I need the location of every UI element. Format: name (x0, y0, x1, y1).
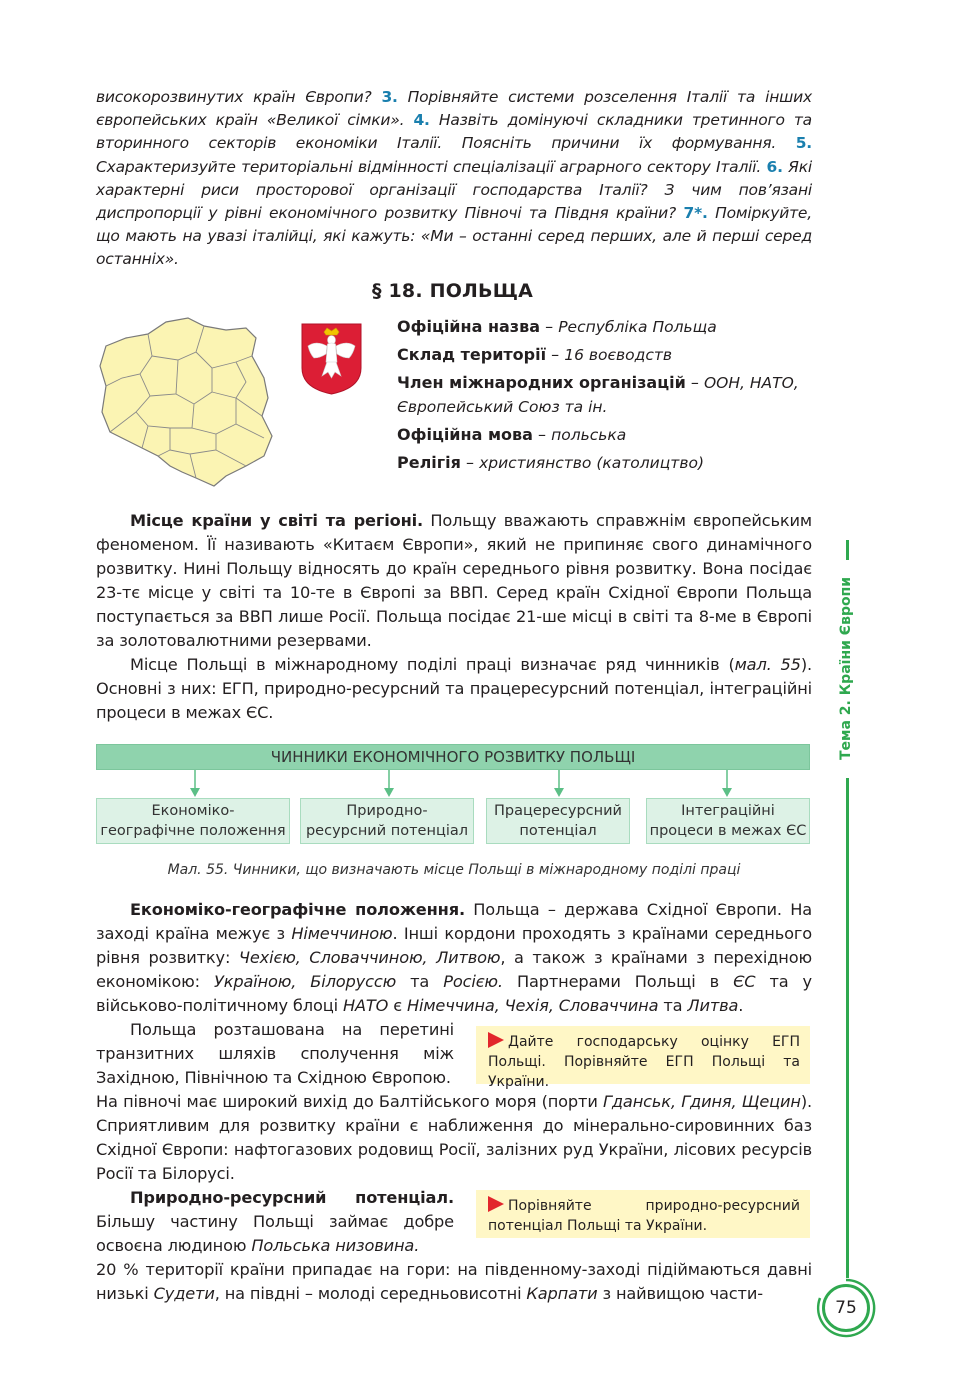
paragraph-text: . Інші кордони проходять з країнами середнього рівня розвитку: (96, 924, 812, 967)
country-name: Чехією, Словаччиною, Литвою (238, 948, 501, 967)
scheme-box-line: процеси в межах ЄС (649, 823, 807, 839)
side-tab-line (846, 540, 849, 560)
paragraph-egp (96, 898, 812, 1018)
question-text: Назвіть домінуючі складники третинного та вторинного секторів економіки Італії. Поясніть причини їх формування. (96, 111, 812, 153)
paragraph-division-of-labour (96, 653, 812, 725)
info-official-name (397, 315, 817, 339)
question-text: Поміркуйте, що мають на увазі італійці, які кажуть: «Ми – останні серед перших, але й перші серед останніх». (96, 204, 812, 269)
task-marker-icon (488, 1196, 504, 1212)
paragraph-resources-cont (96, 1258, 812, 1306)
paragraph-transit-start (96, 1018, 454, 1090)
task-marker-icon (488, 1032, 504, 1048)
paragraph-text: Польща розташована на перетині транзитних шляхів сполучення між Західною, Північною та Східною Європою. (96, 1020, 454, 1087)
paragraph-transit-cont (96, 1090, 812, 1186)
info-separator: – (532, 425, 552, 444)
scheme-box-line: Природно- (346, 803, 428, 819)
scheme-box-line: ресурсний потенціал (305, 823, 469, 839)
question-text: Схарактеризуйте територіальні відмінності спеціалізації аграрного сектору Італії. (96, 157, 767, 176)
country-name: Литва (687, 996, 739, 1015)
country-name: Україною, Білоруссю (214, 972, 397, 991)
review-questions (96, 86, 812, 272)
info-label: Офіційна назва (397, 317, 541, 336)
mountain-name: Карпати (526, 1284, 598, 1303)
paragraph-text: Місце Польщі в міжнародному поділі праці визначає ряд чинників ( (130, 655, 735, 674)
info-label: Член міжнародних організацій (397, 373, 686, 392)
side-tab-line (846, 778, 849, 1278)
scheme-box-integration (646, 798, 810, 844)
question-text: високорозвинутих країн Європи? (96, 88, 382, 106)
paragraph-text: На півночі має широкий вихід до Балтійського моря (порти (96, 1092, 604, 1111)
task-box-egp (476, 1026, 810, 1090)
arrow-down-icon (382, 770, 396, 798)
figure-reference: мал. 55 (734, 655, 801, 674)
poland-map (96, 316, 282, 491)
info-religion (397, 451, 817, 475)
info-value: християнство (католицтво) (479, 454, 704, 472)
page-number: 75 (822, 1284, 870, 1332)
arrow-down-icon (552, 770, 566, 798)
paragraph-place-in-world (96, 509, 812, 653)
info-label: Склад території (397, 345, 547, 364)
paragraph-text: ). Сприятливим для розвитку країни є наближення до мінерально-сировинних баз Східної Європи: нафтогазових родовищ Росії, залізних руд України, лісових ресурсів Росії та Білорусі. (96, 1092, 812, 1183)
info-separator: – (546, 345, 565, 364)
paragraph-text: та у військово-політичному блоці (96, 972, 812, 1015)
question-number: 4. (413, 111, 430, 130)
scheme-box-line: географічне положення (100, 823, 286, 839)
paragraph-text: є (388, 996, 407, 1015)
lowland-name: Польська низовина. (251, 1236, 420, 1255)
info-organizations (397, 371, 807, 419)
question-text: Які характерні риси просторової організації господарства Італії? З чим пов’язані диспропорції у рівні економічного розвитку Півночі та Півдня країни? (96, 157, 812, 223)
coat-of-arms-icon (300, 322, 363, 396)
paragraph-text: Більшу частину Польщі займає добре освоєна людиною (96, 1212, 454, 1255)
scheme-box-line: потенціал (519, 823, 597, 839)
country-name: Німеччиною (291, 924, 393, 943)
paragraph-text: 20 % території країни припадає на гори: на південному-заході підіймаються давні низькі (96, 1260, 812, 1303)
scheme-box-natural-resources (300, 798, 474, 844)
paragraph-text: , на півдні – молоді середньовисотні (214, 1284, 527, 1303)
info-value: 16 воєводств (564, 346, 673, 364)
scheme-header: ЧИННИКИ ЕКОНОМІЧНОГО РОЗВИТКУ ПОЛЬЩІ (96, 744, 810, 770)
paragraph-text: Партнерами Польщі в (502, 972, 734, 991)
info-separator: – (460, 453, 480, 472)
paragraph-text: з найвищою части- (597, 1284, 763, 1303)
task-text: Дайте господарську оцінку ЕГП Польщі. Порівняйте ЕГП Польщі та України. (488, 1034, 800, 1090)
question-number: 7*. (683, 204, 708, 223)
question-number: 6. (766, 157, 783, 176)
paragraph-text: , а також з країнами з перехідною економікою: (96, 948, 812, 991)
paragraph-heading: Природно-ресурсний потенціал. (130, 1188, 454, 1207)
paragraph-text: та (658, 996, 688, 1015)
scheme-box-line: Інтеграційні (681, 803, 775, 819)
info-separator: – (685, 373, 704, 392)
port-names: Гданськ, Гдиня, Щецин (603, 1092, 801, 1111)
arrow-down-icon (720, 770, 734, 798)
question-text: Порівняйте системи розселення Італії та інших європейських країн «Великої сімки». (96, 88, 812, 130)
info-separator: – (540, 317, 559, 336)
scheme-box-egp (96, 798, 290, 844)
organization-name: НАТО (342, 996, 389, 1015)
scheme-box-labour-resources (486, 798, 630, 844)
paragraph-text: та (396, 972, 444, 991)
paragraph-text: Польщу вважають справжнім європейським феноменом. Її називають «Китаєм Європи», який не припиняє свого динамічного розвитку. Нині Польщу відносять до країн середнього рівня розвитку. Вона посідає 23-тє місце у світі та 10-те в Європі за ВВП. Серед країн Східної Європи Польща поступається за ВВП лише Росії. Польща посідає 21-ше місці в світі та 8-ме в Європі за золотовалютними резервами. (96, 511, 812, 650)
info-value: ООН, НАТО, Європейський Союз та ін. (397, 374, 799, 416)
info-value: польська (551, 426, 627, 444)
info-language (397, 423, 817, 447)
info-label: Офіційна мова (397, 425, 533, 444)
task-box-resources (476, 1190, 810, 1238)
figure-caption: Мал. 55. Чинники, що визначають місце Польщі в міжнародному поділі праці (167, 862, 741, 878)
paragraph-text: . (738, 996, 744, 1015)
paragraph-resources-start (96, 1186, 454, 1258)
paragraph-heading: Місце країни у світі та регіоні. (130, 511, 423, 530)
country-name: Росією. (443, 972, 503, 991)
arrow-down-icon (188, 770, 202, 798)
paragraph-text: ). Основні з них: ЕГП, природно-ресурсний та працересурсний потенціал, інтеграційні процеси в межах ЄС. (96, 655, 812, 722)
paragraph-text: Польща – держава Східної Європи. На заході країна межує з (96, 900, 812, 943)
task-text: Порівняйте природно-ресурсний потенціал Польщі та України. (488, 1198, 800, 1234)
organization-name: ЄС (733, 972, 756, 991)
section-title: § 18. ПОЛЬЩА (372, 280, 533, 302)
scheme-box-line: Економіко- (151, 803, 235, 819)
info-value: Республіка Польща (558, 318, 717, 336)
side-tab-topic: Тема 2. Країни Європи (838, 576, 854, 760)
country-name: Німеччина, Чехія, Словаччина (406, 996, 659, 1015)
scheme-box-line: Працересурсний (494, 803, 622, 819)
paragraph-heading: Економіко-географічне положення. (130, 900, 465, 919)
question-number: 3. (381, 88, 398, 106)
mountain-name: Судети (153, 1284, 215, 1303)
info-label: Релігія (397, 453, 461, 472)
question-number: 5. (795, 134, 812, 153)
info-territory (397, 343, 817, 367)
